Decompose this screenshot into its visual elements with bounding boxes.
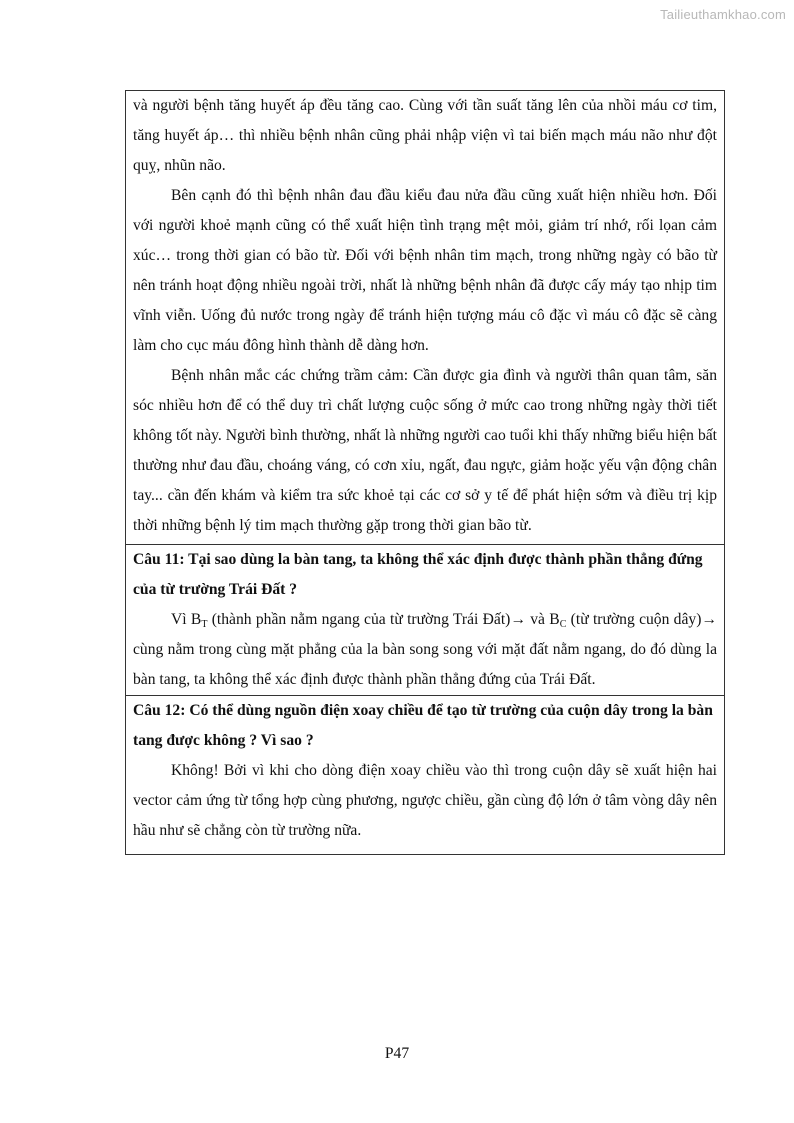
answer-11-text-c: (từ trường cuộn dây)→ cùng nằm trong cùng mặt phẳng của la bàn song song với mặt đất nằm ngang, do đó dùng la bàn tang, ta không thể xác định được thành phần thẳng đứng của Trái Đất. [133, 611, 717, 688]
table-row-intro [126, 91, 725, 545]
subscript-c: C [559, 619, 567, 630]
cell-intro [126, 91, 725, 545]
content-table [125, 90, 725, 855]
question-12-heading: Câu 12: Có thể dùng nguồn điện xoay chiều để tạo từ trường của cuộn dây trong la bàn tang được không ? Vì sao ? [133, 702, 713, 749]
table-row-q11 [126, 545, 725, 696]
answer-11-text-a: Vì B [171, 611, 202, 628]
paragraph-intro-3: Bệnh nhân mắc các chứng trầm cảm: Cần được gia đình và người thân quan tâm, săn sóc nhiều hơn để có thể duy trì chất lượng cuộc sống ở mức cao trong những ngày thời tiết không tốt này. Người bình thường, nhất là những người cao tuổi khi thấy những biểu hiện bất thường như đau đầu, choáng váng, có cơn xỉu, ngất, đau ngực, giảm hoặc yếu vận động chân tay... cần đến khám và kiểm tra sức khoẻ tại các cơ sở y tế để phát hiện sớm và điều trị kịp thời những bệnh lý tim mạch thường gặp trong thời gian bão từ. [133, 367, 717, 534]
cell-q12 [126, 696, 725, 855]
page-number: P47 [384, 1045, 410, 1062]
answer-11-paragraph [133, 605, 717, 695]
subscript-t: T [201, 619, 208, 630]
answer-11-text-b: (thành phần nằm ngang của từ trường Trái Đất)→ và B [207, 611, 560, 628]
question-11-heading: Câu 11: Tại sao dùng la bàn tang, ta không thể xác định được thành phần thẳng đứng của từ trường Trái Đất ? [133, 551, 703, 598]
cell-q11 [126, 545, 725, 696]
paragraph-intro-1: và người bệnh tăng huyết áp đều tăng cao. Cùng với tần suất tăng lên của nhồi máu cơ tim, tăng huyết áp… thì nhiều bệnh nhân cũng phải nhập viện vì tai biến mạch máu não như đột quỵ, nhũn não. [133, 97, 717, 174]
answer-12-paragraph: Không! Bởi vì khi cho dòng điện xoay chiều vào thì trong cuộn dây sẽ xuất hiện hai vector cảm ứng từ tổng hợp cùng phương, ngược chiều, gần cùng độ lớn ở tâm vòng dây nên hầu như sẽ chẳng còn từ trường nữa. [133, 762, 717, 839]
watermark-text: Tailieuthamkhao.com [660, 7, 786, 22]
paragraph-intro-2: Bên cạnh đó thì bệnh nhân đau đầu kiểu đau nửa đầu cũng xuất hiện nhiều hơn. Đối với người khoẻ mạnh cũng có thể xuất hiện tình trạng mệt mỏi, giảm trí nhớ, rối lọan cảm xúc… trong thời gian có bão từ. Đối với bệnh nhân tim mạch, trong những ngày có bão từ nên tránh hoạt động nhiều ngoài trời, nhất là những bệnh nhân đã được cấy máy tạo nhịp tim vĩnh viễn. Uống đủ nước trong ngày để tránh hiện tượng máu cô đặc vì máu cô đặc sẽ càng làm cho cục máu đông hình thành dễ dàng hơn. [133, 187, 717, 354]
table-row-q12 [126, 696, 725, 855]
